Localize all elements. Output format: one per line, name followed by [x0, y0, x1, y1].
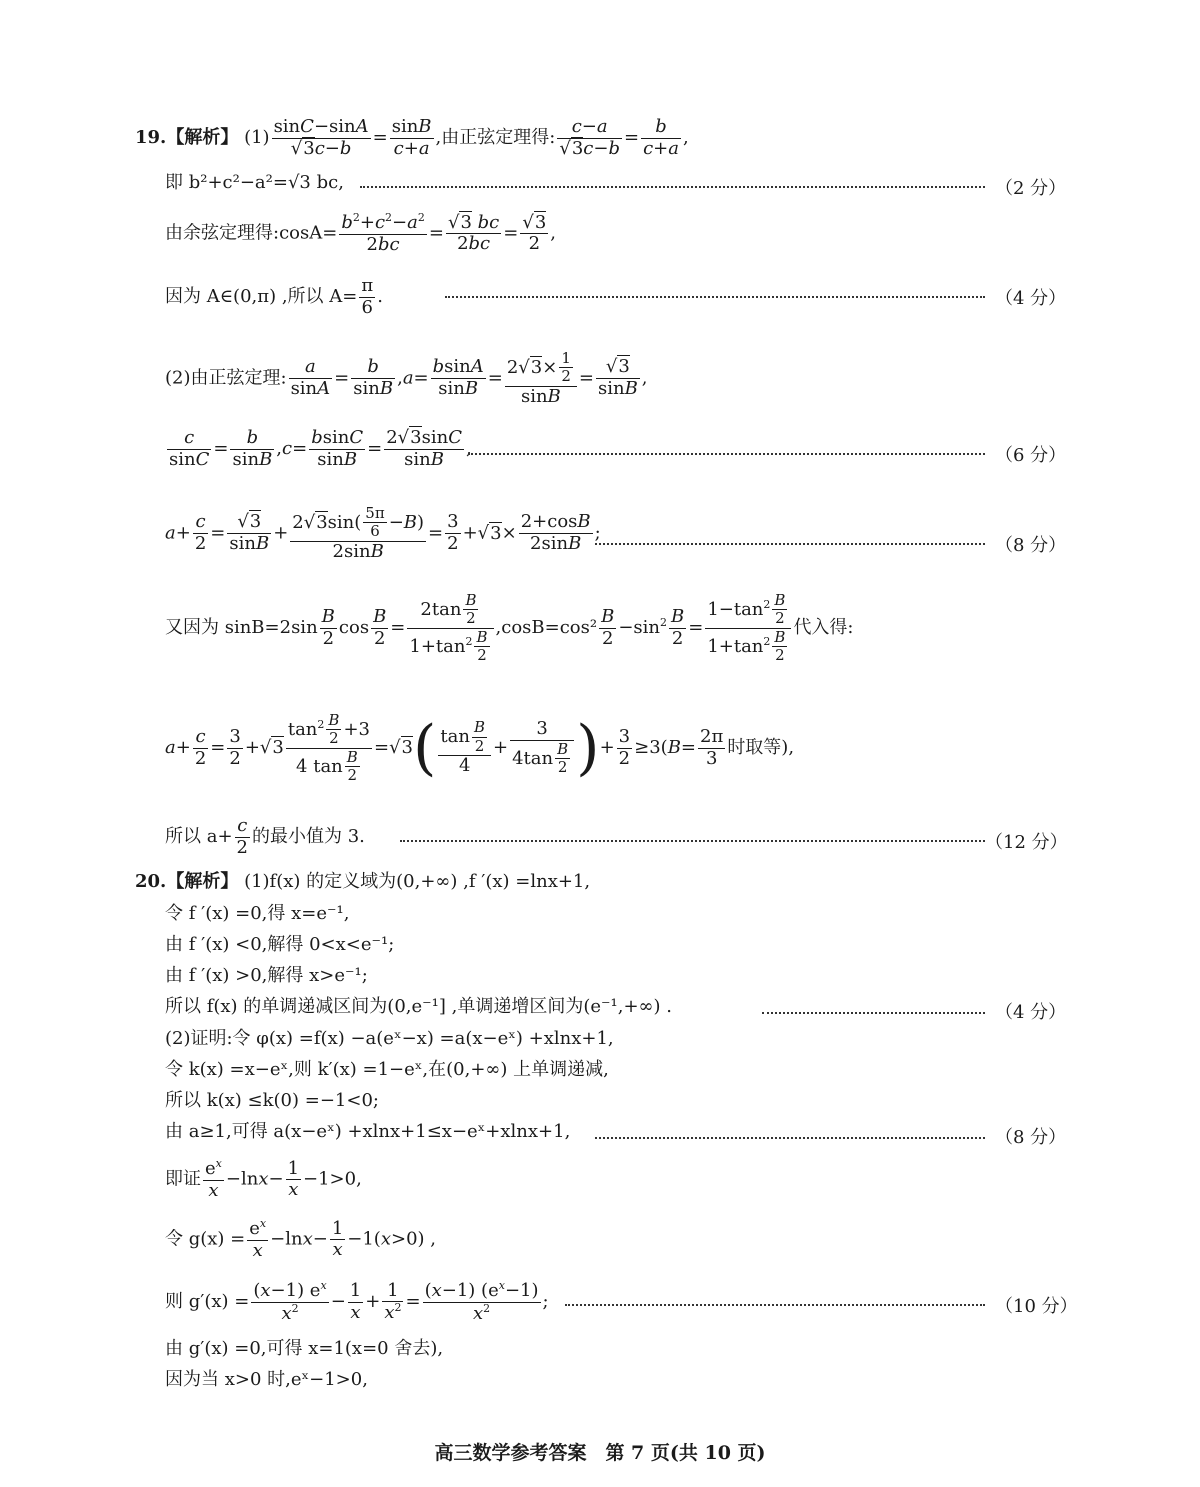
formula: $\frac{(x-1) (e^x-1)}{x^2}$	[424, 1279, 539, 1324]
leader-dots	[595, 1137, 985, 1139]
score: （6 分）	[995, 445, 1067, 466]
score: （4 分）	[995, 288, 1067, 309]
formula: $\frac{B}{2}$	[670, 605, 685, 649]
formula: $\frac{(x-1) e^x}{x^2}$	[253, 1279, 327, 1324]
page-footer: 高三数学参考答案 第 7 页(共 10 页)	[434, 1442, 766, 1464]
score: （2 分）	[995, 178, 1067, 199]
formula: $\frac{c}{2}$	[194, 511, 207, 555]
score: （12 分）	[985, 832, 1068, 853]
q19-text: 因为 A∈(0,π) ,所以 A=	[165, 286, 358, 308]
formula: $\frac{√3}{2}$	[522, 211, 547, 255]
q20-text: (1)f(x) 的定义域为(0,+∞) ,f ′(x) =lnx+1,	[244, 871, 591, 892]
q20-line-2: 令 f ′(x) =0,得 x=e⁻¹,	[165, 903, 350, 924]
q20-line-12: 则 g′(x) = $\frac{(x-1) e^x}{x^2}$ − $\frac{1}{x}$ + $\frac{1}{x^2}$ = $\frac{(x-1) (e^x-1)}{x^2}$ ;	[165, 1279, 549, 1324]
q20-line-8: 所以 k(x) ≤k(0) =−1<0;	[165, 1090, 379, 1111]
formula: $\frac{c}{\sin C}$	[169, 427, 210, 470]
formula: $\frac{B}{2}$	[373, 605, 387, 649]
q20-line-6: (2)证明:令 φ(x) =f(x) −a(eˣ−x) =a(x−eˣ) +xlnx+1,	[165, 1028, 614, 1049]
formula: $\frac{1}{x}$	[287, 1157, 300, 1201]
q19-line-4: 因为 A∈(0,π) ,所以 A= $\frac{\pi}{6}$ .	[165, 275, 383, 318]
formula: $\frac{1}{x}$	[349, 1280, 362, 1323]
leader-dots	[445, 296, 985, 298]
q20-line-4: 由 f ′(x) >0,解得 x>e⁻¹;	[165, 965, 368, 986]
formula: $\frac{c}{2}$	[194, 725, 207, 769]
formula: $\frac{b}{\sin B}$	[232, 427, 273, 470]
score: （4 分）	[995, 1002, 1067, 1023]
formula: tan $\frac{B}{2}$ 4	[438, 719, 491, 776]
formula: $\frac{b}{c+a}$	[643, 116, 679, 159]
formula: $\frac{B}{2}$	[601, 605, 615, 649]
leader-dots	[360, 186, 985, 188]
q19-line-9: a+ $\frac{c}{2}$ = $\frac{3}{2}$ +√3 $\tan^2$ $\frac{B}{2}$ +3 4 tan $\frac{B}{2}$ =√3( tan $\frac{B}{2}$ 4 + 3 4tan $\frac{B}{2}$ )+ $\frac{3}{2}$ ≥3(B= $\frac{2\pi}{3}$ 时取等),	[165, 711, 795, 784]
q19-line-8: 又因为 sinB=2sin $\frac{B}{2}$ cos $\frac{B}{2}$ = 2tan $\frac{B}{2}$ $1+\tan^2$ $\frac{B}{2}$ ,cosB=cos² $\frac{B}{2}$ $-\sin^2$ $\frac{B}{2}$ = $1-\tan^2$ $\frac{B}{2}$ $1+\tan^2$ $\frac{B}{2}$ 代入得:	[165, 591, 854, 664]
q20-line-14: 因为当 x>0 时,eˣ−1>0,	[165, 1369, 368, 1390]
formula: $\frac{\pi}{6}$	[361, 275, 374, 318]
formula: $\frac{2√3\sin C}{\sin B}$	[386, 427, 462, 470]
formula: $\frac{2+\cos B}{2\sin B}$	[520, 511, 591, 555]
q19-line-7: a+ $\frac{c}{2}$ = $\frac{√3}{\sin B}$ + 2√3sin( $\frac{5\pi}{6}$ −B) 2sinB = $\frac{3}{2}$ +√3× $\frac{2+\cos B}{2\sin B}$ ;	[165, 504, 601, 562]
leader-dots	[762, 1012, 985, 1014]
q20-text: 即证	[165, 1168, 201, 1190]
formula: $\frac{a}{\sin A}$	[290, 356, 331, 400]
formula: $\frac{3}{2}$	[229, 725, 241, 769]
formula: $\frac{B}{2}$	[321, 605, 335, 649]
q19-line-3: 由余弦定理得:cosA= $\frac{b^2+c^2-a^2}{2bc}$ = $\frac{√3 bc}{2bc}$ = $\frac{√3}{2}$ ,	[165, 211, 556, 255]
q20-line-5: 所以 f(x) 的单调递减区间为(0,e⁻¹] ,单调递增区间为(e⁻¹,+∞) .	[165, 996, 672, 1017]
q19-text: ,cosB=cos²	[495, 617, 598, 638]
formula: $\frac{b}{\sin B}$	[353, 356, 394, 400]
formula: $\frac{bsinA}{\sin B}$	[432, 356, 484, 400]
q20-line-10: 即证 $\frac{e^x}{x}$ −lnx− $\frac{1}{x}$ −1>0,	[165, 1157, 362, 1201]
formula: $\frac{√3 bc}{2bc}$	[447, 211, 500, 255]
q19-line-6: $\frac{c}{\sin C}$ = $\frac{b}{\sin B}$ ,c= $\frac{bsinC}{\sin B}$ = $\frac{2√3\sin C}{\sin B}$ ,	[169, 427, 472, 470]
score: （8 分）	[995, 1127, 1067, 1148]
formula: $\frac{√3}{\sin B}$	[229, 511, 270, 555]
q20-line-3: 由 f ′(x) <0,解得 0<x<e⁻¹;	[165, 934, 395, 955]
q19-text: 由余弦定理得:cosA=	[165, 222, 338, 244]
formula: $\frac{3}{2}$	[447, 511, 459, 555]
leader-dots	[565, 1304, 985, 1306]
q20-text: 令 g(x) =	[165, 1228, 246, 1250]
formula: $\frac{bsinC}{\sin B}$	[311, 427, 364, 470]
score: （8 分）	[995, 535, 1067, 556]
q19-line-2: 即 b²+c²−a²=√3 bc,	[165, 172, 344, 193]
formula: $\frac{\sin B}{c+a}$	[391, 116, 432, 159]
q20-line-9: 由 a≥1,可得 a(x−eˣ) +xlnx+1≤x−eˣ+xlnx+1,	[165, 1121, 571, 1142]
q20-line-13: 由 g′(x) =0,可得 x=1(x=0 舍去),	[165, 1338, 444, 1359]
q19-text: 代入得:	[793, 617, 854, 638]
q20-line-7: 令 k(x) =x−eˣ,则 k′(x) =1−eˣ,在(0,+∞) 上单调递减,	[165, 1059, 609, 1080]
formula: $\frac{c-a}{√3c-b}$	[559, 116, 620, 159]
score: （10 分）	[995, 1296, 1078, 1317]
formula: $\frac{\sin C-\sin A}{√3c-b}$	[273, 116, 369, 159]
formula: $\frac{√3}{\sin B}$	[597, 356, 638, 400]
formula: $\frac{b^2+c^2-a^2}{2bc}$	[341, 211, 425, 255]
formula: 2√3× $\frac{1}{2}$ sinB	[505, 350, 577, 407]
formula: $\frac{1}{x^2}$	[384, 1279, 402, 1324]
q19-line-5: (2)由正弦定理: $\frac{a}{\sin A}$ = $\frac{b}{\sin B}$ ,a= $\frac{bsinA}{\sin B}$ = 2√3× $\frac{1}{2}$ sinB = $\frac{√3}{\sin B}$ ,	[165, 349, 648, 407]
q20-text: 则 g′(x) =	[165, 1291, 250, 1313]
formula: $\frac{2\pi}{3}$	[700, 725, 724, 769]
leader-dots	[595, 543, 985, 545]
leader-dots	[400, 840, 985, 842]
formula: $\frac{e^x}{x}$	[249, 1217, 267, 1261]
leader-dots	[468, 453, 985, 455]
q19-line-1: 19.【解析】 (1) $\frac{\sin C-\sin A}{√3c-b}$ = $\frac{\sin B}{c+a}$ ,由正弦定理得: $\frac{c-a}{√3c-b}$ = $\frac{b}{c+a}$ ,	[135, 116, 689, 159]
q19-part1-label: (1)	[244, 127, 270, 149]
q20-line-11: 令 g(x) = $\frac{e^x}{x}$ −lnx− $\frac{1}{x}$ −1(x>0) ,	[165, 1217, 436, 1261]
formula: $\frac{1}{x}$	[331, 1217, 344, 1261]
formula: $\frac{c}{2}$	[236, 815, 248, 858]
formula: 2tan $\frac{B}{2}$ $1+\tan^2$ $\frac{B}{2}$	[407, 592, 493, 664]
q20-line-1	[135, 873, 590, 891]
q20-number: 20.	[135, 871, 167, 892]
q19-text: ,由正弦定理得:	[435, 127, 556, 149]
formula: $\frac{3}{2}$	[618, 725, 631, 769]
q19-line-10	[165, 816, 365, 858]
q19-tag: 【解析】	[166, 127, 239, 149]
q19-part2-label: (2)由正弦定理:	[165, 367, 287, 389]
q20-tag: 【解析】	[166, 871, 239, 892]
q19-text: 所以 a+	[165, 826, 233, 848]
formula: $\frac{e^x}{x}$	[205, 1157, 222, 1201]
formula: $\tan^2$ $\frac{B}{2}$ +3 4 tan $\frac{B}{2}$	[287, 711, 370, 784]
formula: 2√3sin( $\frac{5\pi}{6}$ −B) 2sinB	[292, 504, 425, 562]
q19-text: 又因为 sinB=2sin	[165, 617, 318, 638]
q19-text: 的最小值为 3.	[252, 826, 365, 848]
formula: $1-\tan^2$ $\frac{B}{2}$ $1+\tan^2$ $\frac{B}{2}$	[705, 592, 791, 664]
q19-number: 19.	[135, 127, 167, 149]
formula: 3 4tan $\frac{B}{2}$	[510, 719, 574, 776]
